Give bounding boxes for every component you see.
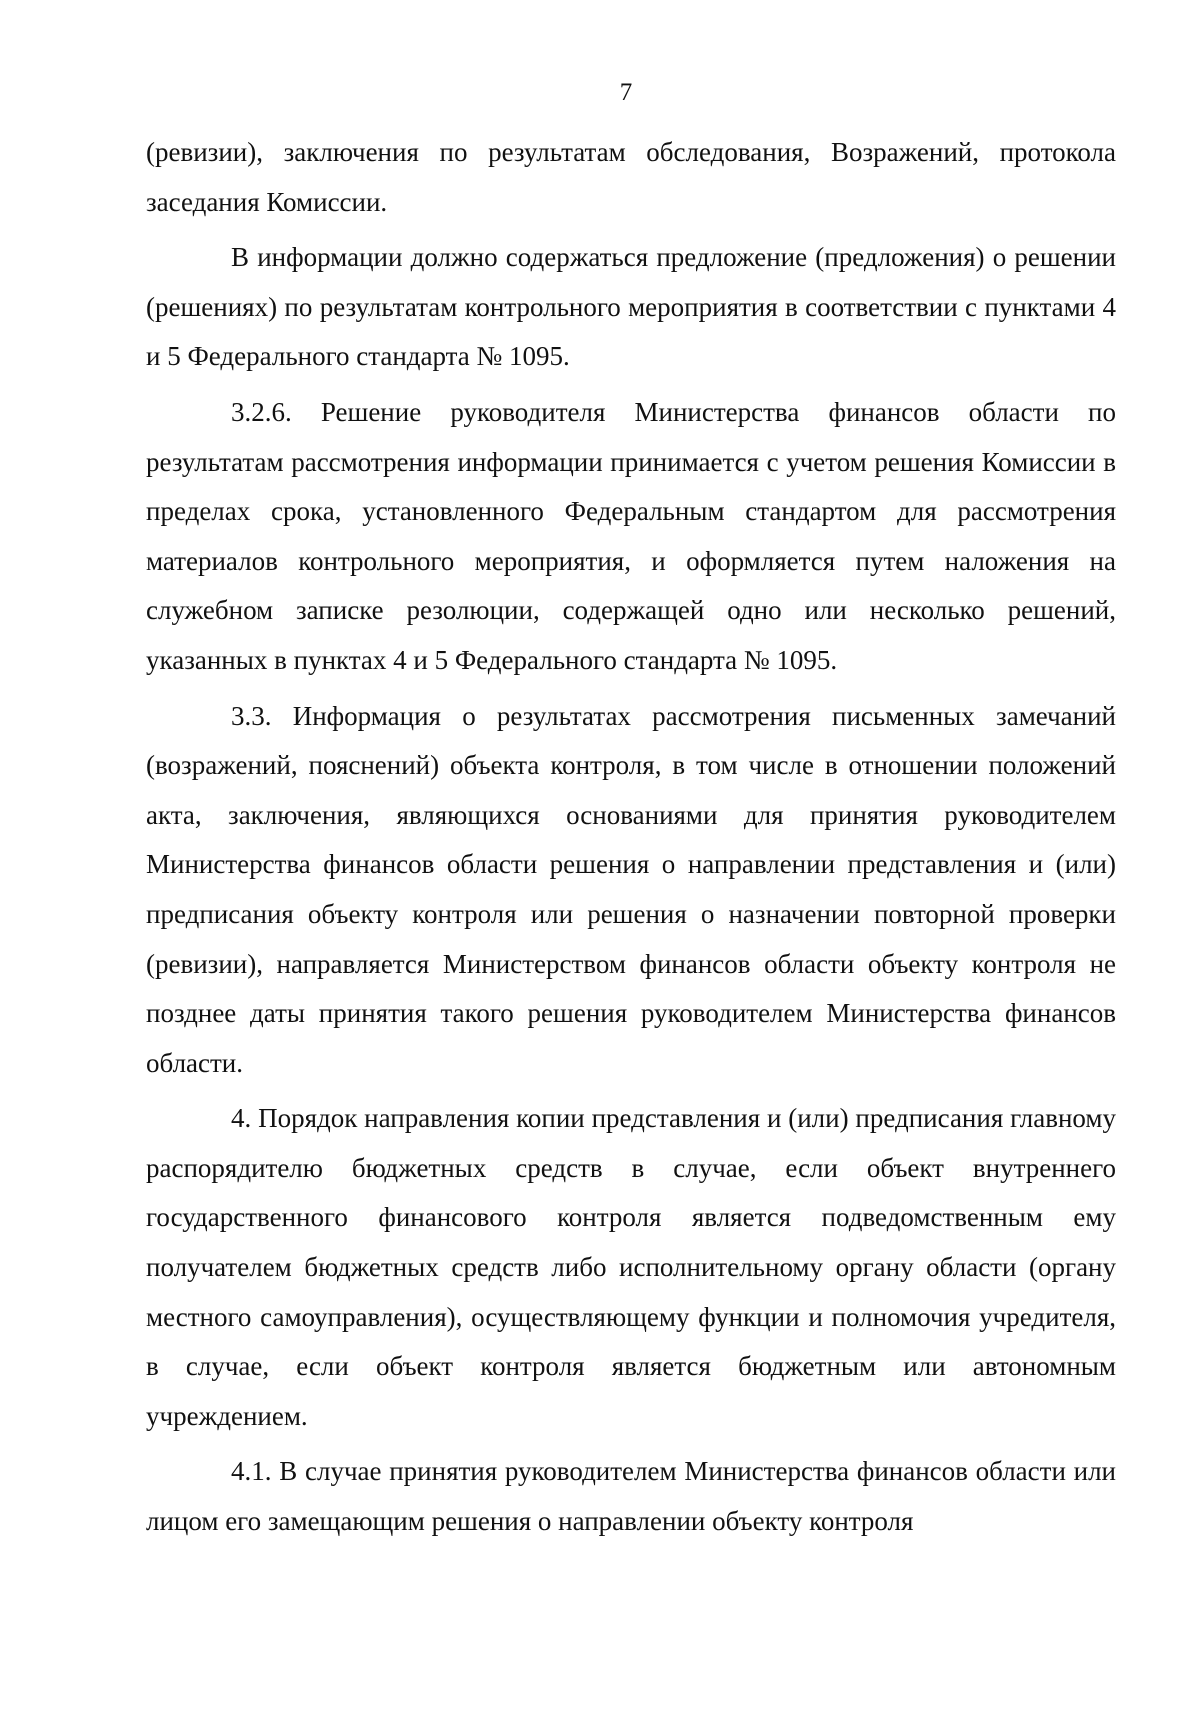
- paragraph-4-1: 4.1. В случае принятия руководителем Министерства финансов области или лицом его замещающим решения о направлении объекту контроля: [146, 1456, 1116, 1537]
- page-number: 7: [619, 79, 633, 106]
- paragraph-3-3: 3.3. Информация о результатах рассмотрения письменных замечаний (возражений, пояснений) объекта контроля, в том числе в отношении положений акта, заключения, являющихся основаниями для принятия руководителем Министерства финансов области решения о направлении представления и (или) предписания объекту контроля или решения о назначении повторной проверки (ревизии), направляется Министерством финансов области объекту контроля не позднее даты принятия такого решения руководителем Министерства финансов области.: [146, 700, 1116, 1078]
- document-body: [146, 128, 1116, 1553]
- paragraph-continuation: (ревизии), заключения по результатам обследования, Возражений, протокола заседания Комиссии.: [146, 137, 1116, 217]
- paragraph-4: 4. Порядок направления копии представления и (или) предписания главному распорядителю бюджетных средств в случае, если объект внутреннего государственного финансового контроля является подведомственным ему получателем бюджетных средств либо исполнительному органу области (органу местного самоуправления), осуществляющему функции и полномочия учредителя, в случае, если объект контроля является бюджетным или автономным учреждением.: [146, 1103, 1116, 1431]
- paragraph-3-2-6: 3.2.6. Решение руководителя Министерства финансов области по результатам рассмотрения информации принимается с учетом решения Комиссии в пределах срока, установленного Федеральным стандартом для рассмотрения материалов контрольного мероприятия, и оформляется путем наложения на служебном записке резолюции, содержащей одно или несколько решений, указанных в пунктах 4 и 5 Федерального стандарта № 1095.: [146, 396, 1116, 675]
- paragraph-information-content: В информации должно содержаться предложение (предложения) о решении (решениях) по результатам контрольного мероприятия в соответствии с пунктами 4 и 5 Федерального стандарта № 1095.: [146, 242, 1116, 372]
